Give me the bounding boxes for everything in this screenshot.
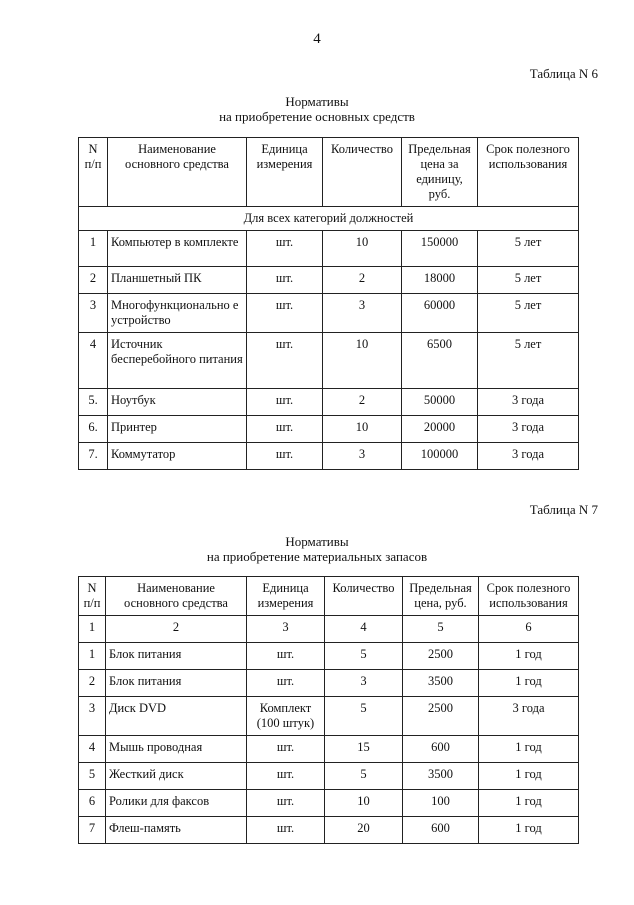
table6-title: [0, 94, 634, 124]
table-cell: Ноутбук: [108, 389, 247, 416]
table-cell: Диск DVD: [106, 697, 247, 736]
table-cell: 5: [403, 616, 479, 643]
table-cell: 3: [325, 670, 403, 697]
table-cell: 5: [325, 697, 403, 736]
table7-header-cell: Количество: [325, 577, 403, 616]
table-row: [79, 231, 579, 267]
table-cell: 1: [79, 643, 106, 670]
table7-header-cell: N п/п: [79, 577, 106, 616]
table-cell: 10: [325, 790, 403, 817]
table-row: [79, 333, 579, 389]
table-cell: 20: [325, 817, 403, 844]
table-cell: шт.: [247, 790, 325, 817]
table-cell: Компьютер в комплекте: [108, 231, 247, 267]
table-cell: 3: [79, 294, 108, 333]
table-cell: 2: [323, 267, 402, 294]
table-cell: Комплект (100 штук): [247, 697, 325, 736]
table-row: [79, 389, 579, 416]
table-cell: 1 год: [479, 670, 579, 697]
table-cell: 1 год: [479, 817, 579, 844]
table7-title-line2: на приобретение материальных запасов: [206, 549, 428, 564]
table-cell: Блок питания: [106, 643, 247, 670]
page-number: 4: [313, 31, 321, 47]
table6-header-cell: Срок полезного использования: [478, 138, 579, 207]
table6-header-cell: Предельная цена за единицу, руб.: [402, 138, 478, 207]
table-cell: 600: [403, 736, 479, 763]
table-cell: 5 лет: [478, 231, 579, 267]
table7-index-row: [79, 616, 579, 643]
table-cell: 3 года: [478, 389, 579, 416]
table-cell: 50000: [402, 389, 478, 416]
table-cell: шт.: [247, 670, 325, 697]
table-row: [79, 643, 579, 670]
table-cell: 3: [323, 443, 402, 470]
table-cell: 3500: [403, 763, 479, 790]
table-cell: Коммутатор: [108, 443, 247, 470]
table-cell: 5 лет: [478, 267, 579, 294]
table-cell: шт.: [247, 643, 325, 670]
table-cell: 10: [323, 416, 402, 443]
table-cell: шт.: [247, 231, 323, 267]
table-row: [79, 763, 579, 790]
table7-header-cell: Срок полезного использования: [479, 577, 579, 616]
table6-header-cell: N п/п: [79, 138, 108, 207]
table-row: [79, 790, 579, 817]
table-cell: Принтер: [108, 416, 247, 443]
table6-header-row: [79, 138, 579, 207]
table-row: [79, 294, 579, 333]
table6-title-line1: Нормативы: [285, 94, 349, 109]
table-cell: 3: [247, 616, 325, 643]
table-cell: 3 года: [478, 443, 579, 470]
table-cell: 3 года: [479, 697, 579, 736]
table-cell: 10: [323, 231, 402, 267]
table-cell: 5: [325, 763, 403, 790]
table-cell: 5: [79, 763, 106, 790]
table-cell: 4: [79, 736, 106, 763]
table7-header-row: [79, 577, 579, 616]
table6: [78, 137, 579, 470]
table-cell: 1 год: [479, 790, 579, 817]
table-cell: Жесткий диск: [106, 763, 247, 790]
table6-section-label: Для всех категорий должностей: [79, 207, 579, 231]
table-cell: 150000: [402, 231, 478, 267]
table7-caption: Таблица N 7: [529, 502, 598, 517]
table-cell: шт.: [247, 817, 325, 844]
table-cell: 2: [79, 670, 106, 697]
table-cell: 3: [79, 697, 106, 736]
table-cell: 20000: [402, 416, 478, 443]
table6-header-cell: Единица измерения: [247, 138, 323, 207]
table-cell: 1 год: [479, 643, 579, 670]
table-cell: 100000: [402, 443, 478, 470]
table-cell: 1: [79, 231, 108, 267]
table-cell: 4: [79, 333, 108, 389]
table-cell: 1 год: [479, 736, 579, 763]
table-cell: шт.: [247, 416, 323, 443]
table-cell: 100: [403, 790, 479, 817]
table-cell: 4: [325, 616, 403, 643]
table-cell: 1: [79, 616, 106, 643]
table-cell: шт.: [247, 736, 325, 763]
table-cell: 1 год: [479, 763, 579, 790]
table7-title: [0, 534, 634, 564]
table-row: [79, 670, 579, 697]
table-cell: шт.: [247, 267, 323, 294]
table6-title-line2: на приобретение основных средств: [219, 109, 415, 124]
table7: [78, 576, 579, 844]
table-cell: 5 лет: [478, 294, 579, 333]
table-cell: 2500: [403, 697, 479, 736]
table-cell: Многофункционально е устройство: [108, 294, 247, 333]
table6-caption: Таблица N 6: [529, 66, 598, 81]
table-cell: 5: [325, 643, 403, 670]
table-cell: шт.: [247, 333, 323, 389]
table-cell: 2: [106, 616, 247, 643]
table-cell: Флеш-память: [106, 817, 247, 844]
table-cell: Планшетный ПК: [108, 267, 247, 294]
table-cell: 18000: [402, 267, 478, 294]
table-cell: 2500: [403, 643, 479, 670]
table-cell: шт.: [247, 763, 325, 790]
table-cell: 600: [403, 817, 479, 844]
table6-header-cell: Количество: [323, 138, 402, 207]
table-row: [79, 817, 579, 844]
table-cell: 5 лет: [478, 333, 579, 389]
table-cell: шт.: [247, 389, 323, 416]
table-cell: 3 года: [478, 416, 579, 443]
table-row: [79, 697, 579, 736]
table-cell: 2: [323, 389, 402, 416]
table-cell: 3500: [403, 670, 479, 697]
table-cell: 5.: [79, 389, 108, 416]
table7-header-cell: Предельная цена, руб.: [403, 577, 479, 616]
table-cell: 15: [325, 736, 403, 763]
table6-section-row: [79, 207, 579, 231]
table-cell: 7.: [79, 443, 108, 470]
table7-title-line1: Нормативы: [285, 534, 349, 549]
table-cell: 10: [323, 333, 402, 389]
table7-header-cell: Наименование основного средства: [106, 577, 247, 616]
table-cell: 6: [479, 616, 579, 643]
table-cell: шт.: [247, 294, 323, 333]
table-cell: Мышь проводная: [106, 736, 247, 763]
table-cell: 6500: [402, 333, 478, 389]
table-cell: 3: [323, 294, 402, 333]
table-cell: 7: [79, 817, 106, 844]
table6-header-cell: Наименование основного средства: [108, 138, 247, 207]
table-cell: 6: [79, 790, 106, 817]
table-cell: 6.: [79, 416, 108, 443]
table-cell: Ролики для факсов: [106, 790, 247, 817]
table7-header-cell: Единица измерения: [247, 577, 325, 616]
table-row: [79, 267, 579, 294]
table-cell: Источник бесперебойного питания: [108, 333, 247, 389]
table-cell: шт.: [247, 443, 323, 470]
table-cell: Блок питания: [106, 670, 247, 697]
table-cell: 60000: [402, 294, 478, 333]
table-row: [79, 443, 579, 470]
table-cell: 2: [79, 267, 108, 294]
table-row: [79, 416, 579, 443]
table-row: [79, 736, 579, 763]
